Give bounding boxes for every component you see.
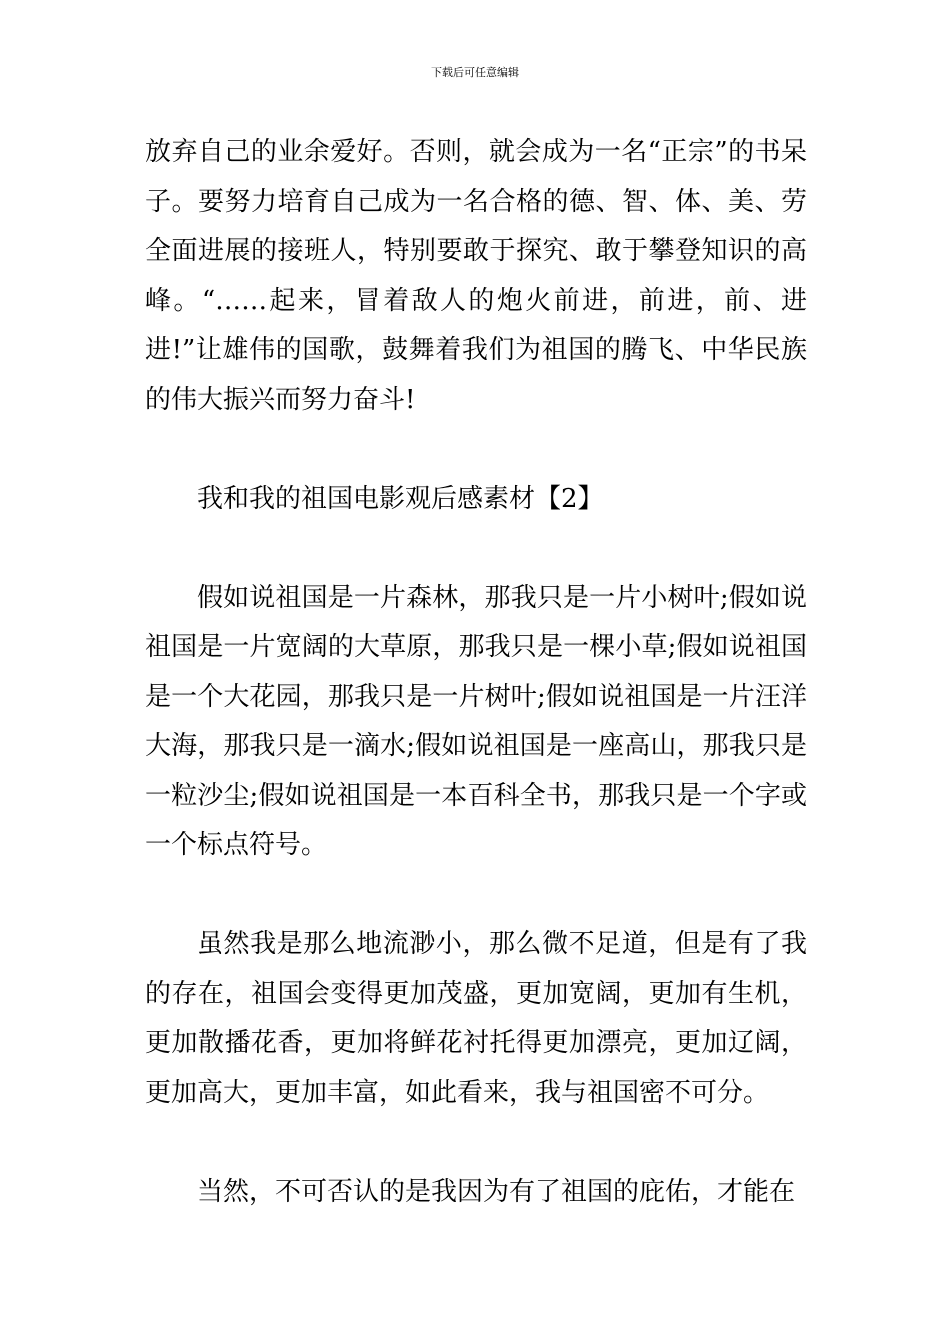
paragraph-gap — [145, 425, 807, 475]
paragraph-gap — [145, 524, 807, 574]
paragraph-continuation: 放弃自己的业余爱好。否则，就会成为一名“正宗”的书呆子。要努力培育自己成为一名合格的德、智、体、美、劳全面进展的接班人，特别要敢于探究、敢于攀登知识的高峰。“……起来，冒着敌人的炮火前进，前进，前、进进!”让雄伟的国歌，鼓舞着我们为祖国的腾飞、中华民族的伟大振兴而努力奋斗! — [145, 137, 807, 415]
paragraph: 虽然我是那么地流渺小，那么微不足道，但是有了我的存在，祖国会变得更加茂盛，更加宽阔，更加有生机，更加散播花香，更加将鲜花衬托得更加漂亮，更加辽阔，更加高大，更加丰富，如此看来，我与祖国密不可分。 — [145, 929, 807, 1108]
paragraph: 假如说祖国是一片森林，那我只是一片小树叶;假如说祖国是一片宽阔的大草原，那我只是一棵小草;假如说祖国是一个大花园，那我只是一片树叶;假如说祖国是一片汪洋大海，那我只是一滴水;假如说祖国是一座高山，那我只是一粒沙尘;假如说祖国是一本百科全书，那我只是一个字或一个标点符号。 — [145, 582, 807, 860]
document-body — [145, 128, 807, 1217]
paragraph-gap — [145, 1118, 807, 1168]
section-heading: 我和我的祖国电影观后感素材【2】 — [197, 483, 604, 514]
header-note: 下载后可任意编辑 — [431, 66, 519, 79]
paragraph: 当然，不可否认的是我因为有了祖国的庇佑，才能在 — [197, 1176, 796, 1207]
paragraph-gap — [145, 871, 807, 921]
